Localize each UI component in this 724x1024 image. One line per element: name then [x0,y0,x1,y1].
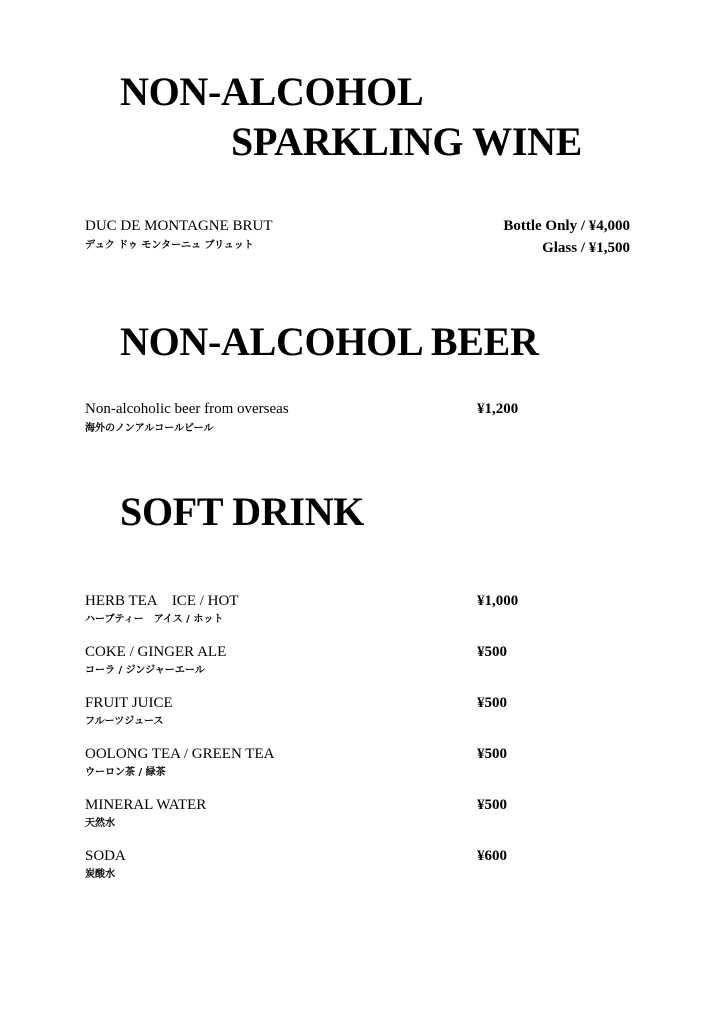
sparkling-item-name-ja: デュク ドゥ モンターニュ ブリュット [85,240,254,251]
soft-item-name-ja: ハーブティー アイス / ホット [85,614,224,625]
soft-drink-heading: SOFT DRINK [120,489,365,534]
beer-item-name: Non-alcoholic beer from overseas [85,401,289,417]
beer-item-price: ¥1,200 [477,401,519,417]
soft-item-name-ja: ウーロン茶 / 緑茶 [85,767,166,778]
sparkling-item-name: DUC DE MONTAGNE BRUT [85,218,273,234]
soft-item-name: MINERAL WATER [85,797,207,813]
soft-item-name-ja: 天然水 [85,818,115,829]
soft-item-name-ja: 炭酸水 [85,869,115,880]
soft-item-price: ¥500 [477,797,507,813]
soft-item-price: ¥500 [477,746,507,762]
beer-item-name-ja: 海外のノンアルコールビール [85,423,214,434]
sparkling-price-bottle: Bottle Only / ¥4,000 [503,218,630,234]
sparkling-price-glass: Glass / ¥1,500 [542,240,630,256]
soft-item-name: FRUIT JUICE [85,695,173,711]
soft-item-name: HERB TEA ICE / HOT [85,593,239,609]
beer-heading: NON-ALCOHOL BEER [120,319,539,364]
soft-item-name: OOLONG TEA / GREEN TEA [85,746,275,762]
soft-item-name: COKE / GINGER ALE [85,644,227,660]
soft-item-name: SODA [85,848,126,864]
soft-item-price: ¥600 [477,848,507,864]
soft-item-price: ¥500 [477,644,507,660]
sparkling-heading-line1: NON-ALCOHOL [120,69,424,114]
sparkling-heading-line2: SPARKLING WINE [231,119,583,164]
soft-item-price: ¥1,000 [477,593,519,609]
soft-item-name-ja: コーラ / ジンジャーエール [85,665,205,676]
soft-item-name-ja: フルーツジュース [85,716,164,727]
soft-item-price: ¥500 [477,695,507,711]
